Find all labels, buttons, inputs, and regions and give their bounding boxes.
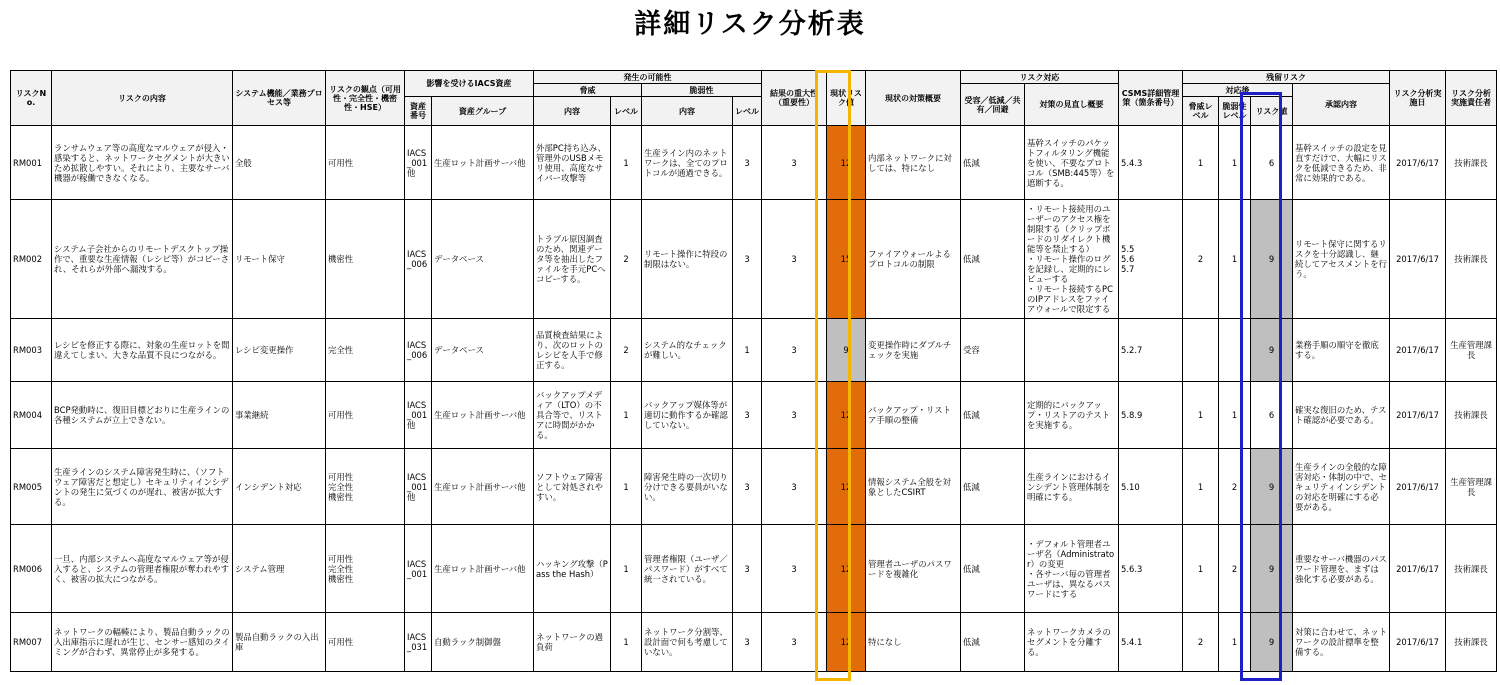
threat-level-after: 1 bbox=[1183, 126, 1219, 200]
threat-content: ハッキング攻撃（Pass the Hash） bbox=[534, 525, 611, 613]
risk-id: RM005 bbox=[11, 449, 52, 525]
asset-group: データベース bbox=[432, 200, 534, 319]
table-row bbox=[11, 319, 1497, 382]
csms-ref: 5.10 bbox=[1119, 449, 1183, 525]
owner: 技術課長 bbox=[1446, 525, 1497, 613]
header-residual: 残留リスク bbox=[1183, 71, 1390, 84]
threat-level-after: 1 bbox=[1183, 525, 1219, 613]
threat-level: 2 bbox=[611, 200, 642, 319]
system-function: システム管理 bbox=[233, 525, 326, 613]
vuln-content: バックアップ媒体等が適切に動作するか確認していない。 bbox=[642, 382, 733, 449]
viewpoint: 可用性 bbox=[326, 126, 405, 200]
threat-level: 1 bbox=[611, 126, 642, 200]
asset-no: IACS_001 bbox=[405, 525, 432, 613]
header-vuln-level-after: 脆弱性レベル bbox=[1219, 97, 1251, 126]
risk-value-after: 6 bbox=[1251, 382, 1293, 449]
current-measures: 内部ネットワークに対しては、特になし bbox=[866, 126, 961, 200]
threat-level: 1 bbox=[611, 613, 642, 672]
analysis-date: 2017/6/17 bbox=[1390, 200, 1446, 319]
severity: 3 bbox=[762, 449, 827, 525]
current-measures: 特になし bbox=[866, 613, 961, 672]
header-threat: 脅威 bbox=[534, 84, 642, 97]
approval-content: 対策に合わせて、ネットワークの設計標準を整備する。 bbox=[1293, 613, 1390, 672]
risk-value-after: 9 bbox=[1251, 525, 1293, 613]
vuln-content: ネットワーク分割等、設計面で何も考慮していない。 bbox=[642, 613, 733, 672]
owner: 技術課長 bbox=[1446, 613, 1497, 672]
vuln-level: 3 bbox=[733, 525, 762, 613]
analysis-date: 2017/6/17 bbox=[1390, 613, 1446, 672]
approval-content: 基幹スイッチの設定を見直すだけで、大幅にリスクを低減できるため、非常に効果的である。 bbox=[1293, 126, 1390, 200]
threat-content: ネットワークの過負荷 bbox=[534, 613, 611, 672]
current-measures: ファイアウォールよるプロトコルの制限 bbox=[866, 200, 961, 319]
vuln-level-after: 1 bbox=[1219, 200, 1251, 319]
header-current-measures: 現状の対策概要 bbox=[866, 71, 961, 126]
csms-ref: 5.8.9 bbox=[1119, 382, 1183, 449]
analysis-date: 2017/6/17 bbox=[1390, 126, 1446, 200]
system-function: 事業継続 bbox=[233, 382, 326, 449]
approval-content: 重要なサーバ機器のパスワード管理を、まずは強化する必要がある。 bbox=[1293, 525, 1390, 613]
table-row bbox=[11, 613, 1497, 672]
csms-ref: 5.5 5.6 5.7 bbox=[1119, 200, 1183, 319]
table-row bbox=[11, 382, 1497, 449]
owner: 技術課長 bbox=[1446, 126, 1497, 200]
severity: 3 bbox=[762, 525, 827, 613]
header-vulnerability: 脆弱性 bbox=[642, 84, 762, 97]
risk-content: ランサムウェア等の高度なマルウェアが侵入・感染すると、ネットワークセグメントが大きいため拡散しやすい。それにより、主要なサーバ機器が稼働できなくなる。 bbox=[52, 126, 233, 200]
review-summary: ・デフォルト管理者ユーザ名（Administrator）の変更 ・各サーバ毎の管理者ユーザは、異なるパスワードにする bbox=[1025, 525, 1119, 613]
vuln-level: 3 bbox=[733, 200, 762, 319]
risk-id: RM002 bbox=[11, 200, 52, 319]
analysis-date: 2017/6/17 bbox=[1390, 382, 1446, 449]
header-response: リスク対応 bbox=[961, 71, 1119, 84]
threat-level: 1 bbox=[611, 449, 642, 525]
severity: 3 bbox=[762, 126, 827, 200]
header-approval: 承認内容 bbox=[1293, 84, 1390, 126]
system-function: インシデント対応 bbox=[233, 449, 326, 525]
response-type: 低減 bbox=[961, 126, 1025, 200]
owner: 技術課長 bbox=[1446, 200, 1497, 319]
vuln-level: 3 bbox=[733, 126, 762, 200]
csms-ref: 5.4.1 bbox=[1119, 613, 1183, 672]
asset-no: IACS_001他 bbox=[405, 449, 432, 525]
vuln-level-after: 2 bbox=[1219, 449, 1251, 525]
asset-no: IACS_031 bbox=[405, 613, 432, 672]
vuln-content: 障害発生時の一次切り分けできる要員がいない。 bbox=[642, 449, 733, 525]
system-function: 全般 bbox=[233, 126, 326, 200]
viewpoint: 可用性 bbox=[326, 382, 405, 449]
csms-ref: 5.6.3 bbox=[1119, 525, 1183, 613]
review-summary: 定期的にバックアップ・リストアのテストを実施する。 bbox=[1025, 382, 1119, 449]
threat-level: 1 bbox=[611, 382, 642, 449]
viewpoint: 可用性 bbox=[326, 613, 405, 672]
threat-content: 外部PC持ち込み、管理外のUSBメモリ使用、高度なサイバー攻撃等 bbox=[534, 126, 611, 200]
vuln-level: 3 bbox=[733, 382, 762, 449]
viewpoint: 可用性 完全性 機密性 bbox=[326, 525, 405, 613]
header-csms: CSMS詳細管理策（箇条番号） bbox=[1119, 71, 1183, 126]
viewpoint: 可用性 完全性 機密性 bbox=[326, 449, 405, 525]
header-date: リスク分析実施日 bbox=[1390, 71, 1446, 126]
asset-no: IACS_006 bbox=[405, 200, 432, 319]
owner: 生産管理課長 bbox=[1446, 319, 1497, 382]
current-measures: バックアップ・リストア手順の整備 bbox=[866, 382, 961, 449]
current-measures: 管理者ユーザのパスワードを複雑化 bbox=[866, 525, 961, 613]
header-vuln-content: 内容 bbox=[642, 97, 733, 126]
risk-id: RM006 bbox=[11, 525, 52, 613]
approval-content: リモート保守に関するリスクを十分認識し、継続してアセスメントを行う。 bbox=[1293, 200, 1390, 319]
response-type: 低減 bbox=[961, 200, 1025, 319]
risk-content: 生産ラインのシステム障害発生時に、（ソフトウェア障害だと想定し）セキュリティインシデントの発生に気づくのが遅れ、被害が拡大する。 bbox=[52, 449, 233, 525]
table-row bbox=[11, 449, 1497, 525]
table-body bbox=[11, 126, 1497, 672]
system-function: レシピ変更操作 bbox=[233, 319, 326, 382]
asset-no: IACS_006 bbox=[405, 319, 432, 382]
header-severity: 結果の重大性（重要性） bbox=[762, 71, 827, 126]
risk-content: ネットワークの輻輳により、製品自動ラックの入出庫指示に遅れが生じ、センサー感知のタイミングが合わず、異常停止が多発する。 bbox=[52, 613, 233, 672]
vuln-level-after bbox=[1219, 319, 1251, 382]
header-response-type: 受容／低減／共有／回避 bbox=[961, 84, 1025, 126]
severity: 3 bbox=[762, 613, 827, 672]
csms-ref: 5.4.3 bbox=[1119, 126, 1183, 200]
threat-content: バックアップメディア（LTO）の不具合等で、リストアに時間がかかる。 bbox=[534, 382, 611, 449]
vuln-content: 生産ライン内のネットワークは、全てのプロトコルが通過できる。 bbox=[642, 126, 733, 200]
asset-group: 自動ラック制御盤 bbox=[432, 613, 534, 672]
asset-group: 生産ロット計画サーバ他 bbox=[432, 126, 534, 200]
header-threat-level: レベル bbox=[611, 97, 642, 126]
asset-no: IACS_001他 bbox=[405, 126, 432, 200]
threat-level-after bbox=[1183, 319, 1219, 382]
response-type: 低減 bbox=[961, 525, 1025, 613]
table-row bbox=[11, 525, 1497, 613]
current-risk: 9 bbox=[827, 319, 866, 382]
risk-value-after: 9 bbox=[1251, 613, 1293, 672]
current-risk: 15 bbox=[827, 200, 866, 319]
header-likelihood: 発生の可能性 bbox=[534, 71, 762, 84]
threat-level-after: 2 bbox=[1183, 200, 1219, 319]
threat-content: ソフトウェア障害として対処されやすい。 bbox=[534, 449, 611, 525]
current-measures: 変更操作時にダブルチェックを実施 bbox=[866, 319, 961, 382]
header-after: 対応後 bbox=[1183, 84, 1293, 97]
risk-id: RM007 bbox=[11, 613, 52, 672]
header-threat-level-after: 脅威レベル bbox=[1183, 97, 1219, 126]
vuln-level-after: 2 bbox=[1219, 525, 1251, 613]
header-system-function: システム機能／業務プロセス等 bbox=[233, 71, 326, 126]
asset-group: 生産ロット計画サーバ他 bbox=[432, 449, 534, 525]
risk-content: システム子会社からのリモートデスクトップ操作で、重要な生産情報（レシピ等）がコピーされ、それらが外部へ漏洩する。 bbox=[52, 200, 233, 319]
page-title: 詳細リスク分析表 bbox=[634, 9, 866, 40]
vuln-level-after: 1 bbox=[1219, 613, 1251, 672]
analysis-date: 2017/6/17 bbox=[1390, 319, 1446, 382]
risk-id: RM004 bbox=[11, 382, 52, 449]
threat-level: 1 bbox=[611, 525, 642, 613]
asset-group: 生産ロット計画サーバ他 bbox=[432, 525, 534, 613]
header-content: リスクの内容 bbox=[52, 71, 233, 126]
system-function: リモート保守 bbox=[233, 200, 326, 319]
response-type: 低減 bbox=[961, 382, 1025, 449]
review-summary bbox=[1025, 319, 1119, 382]
table-row bbox=[11, 126, 1497, 200]
severity: 3 bbox=[762, 382, 827, 449]
approval-content: 確実な復旧のため、テスト確認が必要である。 bbox=[1293, 382, 1390, 449]
current-measures: 情報システム全般を対象としたCSIRT bbox=[866, 449, 961, 525]
header-threat-content: 内容 bbox=[534, 97, 611, 126]
severity: 3 bbox=[762, 200, 827, 319]
threat-level-after: 1 bbox=[1183, 449, 1219, 525]
csms-ref: 5.2.7 bbox=[1119, 319, 1183, 382]
vuln-content: リモート操作に特段の制限はない。 bbox=[642, 200, 733, 319]
risk-analysis-table bbox=[10, 70, 1497, 672]
vuln-level: 3 bbox=[733, 449, 762, 525]
owner: 生産管理課長 bbox=[1446, 449, 1497, 525]
response-type: 低減 bbox=[961, 449, 1025, 525]
current-risk: 12 bbox=[827, 525, 866, 613]
vuln-content: システム的なチェックが難しい。 bbox=[642, 319, 733, 382]
vuln-level-after: 1 bbox=[1219, 126, 1251, 200]
header-risk-value-after: リスク値 bbox=[1251, 97, 1293, 126]
header-owner: リスク分析実施責任者 bbox=[1446, 71, 1497, 126]
analysis-date: 2017/6/17 bbox=[1390, 449, 1446, 525]
owner: 技術課長 bbox=[1446, 382, 1497, 449]
review-summary: 基幹スイッチのパケットフィルタリング機能を使い、不要なプロトコル（SMB:445等）を遮断する。 bbox=[1025, 126, 1119, 200]
header-risk-no: リスクNo. bbox=[11, 71, 52, 126]
header-asset-no: 資産番号 bbox=[405, 97, 432, 126]
threat-level-after: 1 bbox=[1183, 382, 1219, 449]
risk-content: 一旦、内部システムへ高度なマルウェア等が侵入すると、システムの管理者権限が奪われやすく、被害の拡大につながる。 bbox=[52, 525, 233, 613]
threat-level-after: 2 bbox=[1183, 613, 1219, 672]
threat-content: トラブル原因調査のため、関連データ等を抽出したファイルを手元PCへコピーする。 bbox=[534, 200, 611, 319]
risk-value-after: 6 bbox=[1251, 126, 1293, 200]
header-review: 対策の見直し概要 bbox=[1025, 84, 1119, 126]
threat-level: 2 bbox=[611, 319, 642, 382]
risk-id: RM003 bbox=[11, 319, 52, 382]
asset-group: データベース bbox=[432, 319, 534, 382]
review-summary: ・リモート接続用のユーザーのアクセス権を制限する（クリップボードのリダイレクト機能等を禁止する） ・リモート操作のログを記録し、定期的にレビューする ・リモート接続するPCのIPアドレスをファイアウォールで限定する bbox=[1025, 200, 1119, 319]
current-risk: 12 bbox=[827, 382, 866, 449]
header-asset-group: 資産グループ bbox=[432, 97, 534, 126]
current-risk: 12 bbox=[827, 126, 866, 200]
vuln-level: 1 bbox=[733, 319, 762, 382]
current-risk: 12 bbox=[827, 613, 866, 672]
threat-content: 品質検査結果により、次のロットのレシピを人手で修正する。 bbox=[534, 319, 611, 382]
asset-group: 生産ロット計画サーバ他 bbox=[432, 382, 534, 449]
risk-content: BCP発動時に、復旧目標どおりに生産ラインの各種システムが立上できない。 bbox=[52, 382, 233, 449]
viewpoint: 機密性 bbox=[326, 200, 405, 319]
risk-value-after: 9 bbox=[1251, 449, 1293, 525]
asset-no: IACS_001他 bbox=[405, 382, 432, 449]
table-row bbox=[11, 200, 1497, 319]
approval-content: 業務手順の順守を徹底する。 bbox=[1293, 319, 1390, 382]
analysis-date: 2017/6/17 bbox=[1390, 525, 1446, 613]
vuln-level-after: 1 bbox=[1219, 382, 1251, 449]
review-summary: 生産ラインにおけるインシデント管理体制を明確にする。 bbox=[1025, 449, 1119, 525]
response-type: 受容 bbox=[961, 319, 1025, 382]
header-affected-assets: 影響を受けるIACS資産 bbox=[405, 71, 534, 97]
response-type: 低減 bbox=[961, 613, 1025, 672]
risk-content: レシピを修正する際に、対象の生産ロットを間違えてしまい、大きな品質不良につながる。 bbox=[52, 319, 233, 382]
severity: 3 bbox=[762, 319, 827, 382]
risk-value-after: 9 bbox=[1251, 319, 1293, 382]
risk-id: RM001 bbox=[11, 126, 52, 200]
header-vuln-level: レベル bbox=[733, 97, 762, 126]
vuln-level: 3 bbox=[733, 613, 762, 672]
header-viewpoint: リスクの観点（可用性・完全性・機密性・HSE） bbox=[326, 71, 405, 126]
viewpoint: 完全性 bbox=[326, 319, 405, 382]
system-function: 製品自動ラックの入出庫 bbox=[233, 613, 326, 672]
risk-value-after: 9 bbox=[1251, 200, 1293, 319]
vuln-content: 管理者権限（ユーザ／パスワード）がすべて統一されている。 bbox=[642, 525, 733, 613]
current-risk: 12 bbox=[827, 449, 866, 525]
approval-content: 生産ラインの全般的な障害対応・体制の中で、セキュリティインシデントの対応を明確にする必要がある。 bbox=[1293, 449, 1390, 525]
header-current-risk: 現状リスク値 bbox=[827, 71, 866, 126]
review-summary: ネットワークカメラのセグメントを分離する。 bbox=[1025, 613, 1119, 672]
